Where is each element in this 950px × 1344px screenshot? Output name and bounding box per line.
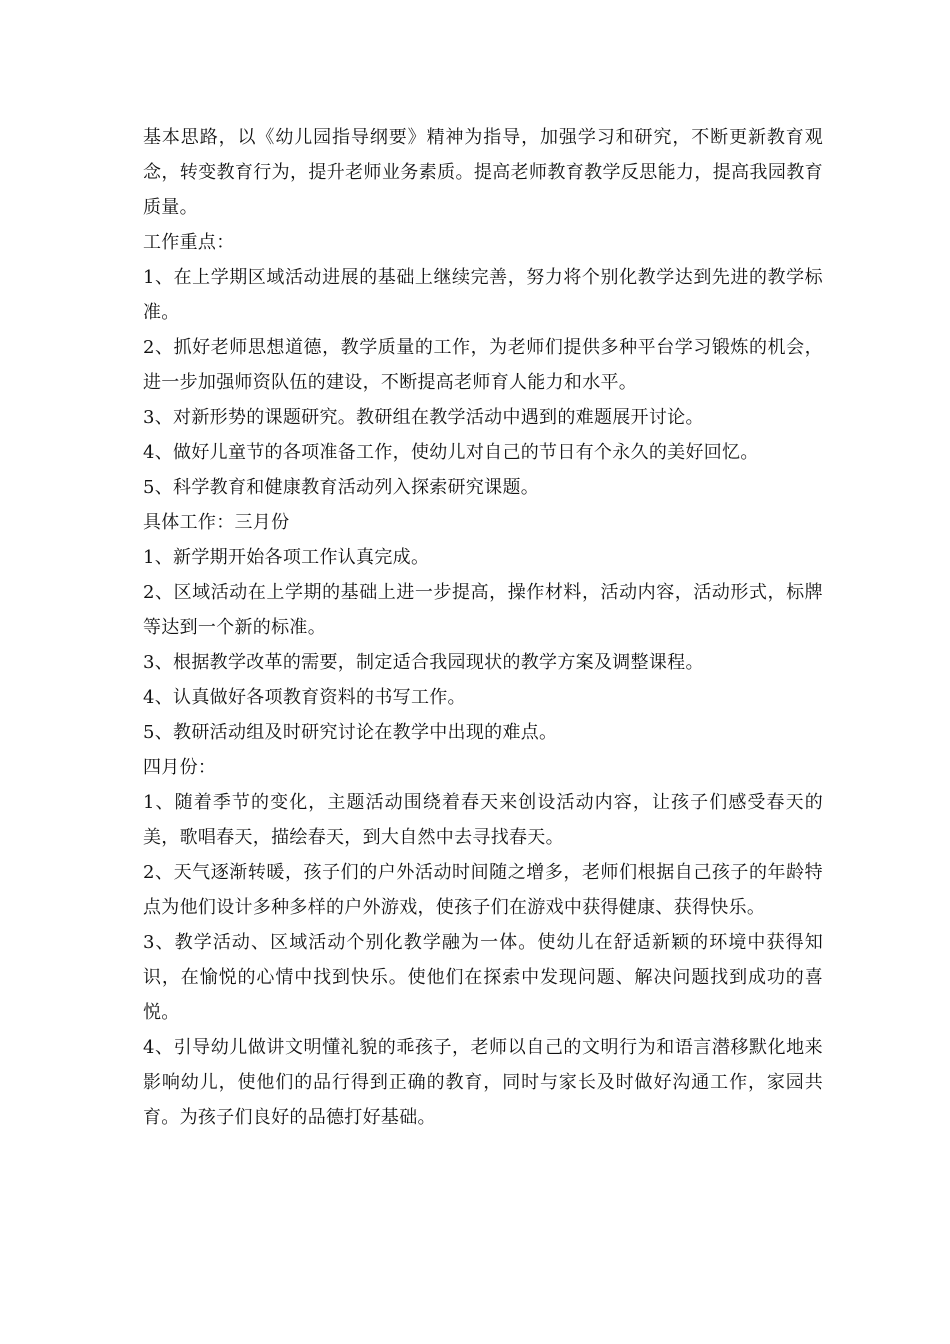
- heading-march: 具体工作：三月份: [143, 512, 290, 533]
- focus-item-2: 2、抓好老师思想道德，教学质量的工作，为老师们提供多种平台学习锻炼的机会，进一步加强师资队伍的建设，不断提高老师育人能力和水平。: [143, 337, 823, 393]
- focus-item-1: 1、在上学期区域活动进展的基础上继续完善，努力将个别化教学达到先进的教学标准。: [143, 267, 823, 323]
- paragraph-intro: 基本思路，以《幼儿园指导纲要》精神为指导，加强学习和研究，不断更新教育观念，转变教育行为，提升老师业务素质。提高老师教育教学反思能力，提高我园教育质量。: [143, 127, 823, 218]
- april-item-4: 4、引导幼儿做讲文明懂礼貌的乖孩子，老师以自己的文明行为和语言潜移默化地来影响幼儿，使他们的品行得到正确的教育，同时与家长及时做好沟通工作，家园共育。为孩子们良好的品德打好基础。: [143, 1037, 823, 1128]
- heading-april: 四月份：: [143, 757, 217, 778]
- focus-item-4: 4、做好儿童节的各项准备工作，使幼儿对自己的节日有个永久的美好回忆。: [143, 442, 759, 463]
- march-item-5: 5、教研活动组及时研究讨论在教学中出现的难点。: [143, 722, 558, 743]
- focus-item-3: 3、对新形势的课题研究。教研组在教学活动中遇到的难题展开讨论。: [143, 407, 704, 428]
- march-item-3: 3、根据教学改革的需要，制定适合我园现状的教学方案及调整课程。: [143, 652, 704, 673]
- heading-work-focus: 工作重点：: [143, 232, 235, 253]
- april-item-1: 1、随着季节的变化，主题活动围绕着春天来创设活动内容，让孩子们感受春天的美，歌唱春天，描绘春天，到大自然中去寻找春天。: [143, 792, 823, 848]
- document-body: [143, 120, 823, 1135]
- march-item-4: 4、认真做好各项教育资料的书写工作。: [143, 687, 466, 708]
- march-item-1: 1、新学期开始各项工作认真完成。: [143, 547, 430, 568]
- march-item-2: 2、区域活动在上学期的基础上进一步提高，操作材料，活动内容，活动形式，标牌等达到一个新的标准。: [143, 582, 823, 638]
- april-item-3: 3、教学活动、区域活动个别化教学融为一体。使幼儿在舒适新颖的环境中获得知识，在愉悦的心情中找到快乐。使他们在探索中发现问题、解决问题找到成功的喜悦。: [143, 932, 823, 1023]
- focus-item-5: 5、科学教育和健康教育活动列入探索研究课题。: [143, 477, 540, 498]
- april-item-2: 2、天气逐渐转暖，孩子们的户外活动时间随之增多，老师们根据自己孩子的年龄特点为他们设计多种多样的户外游戏，使孩子们在游戏中获得健康、获得快乐。: [143, 862, 823, 918]
